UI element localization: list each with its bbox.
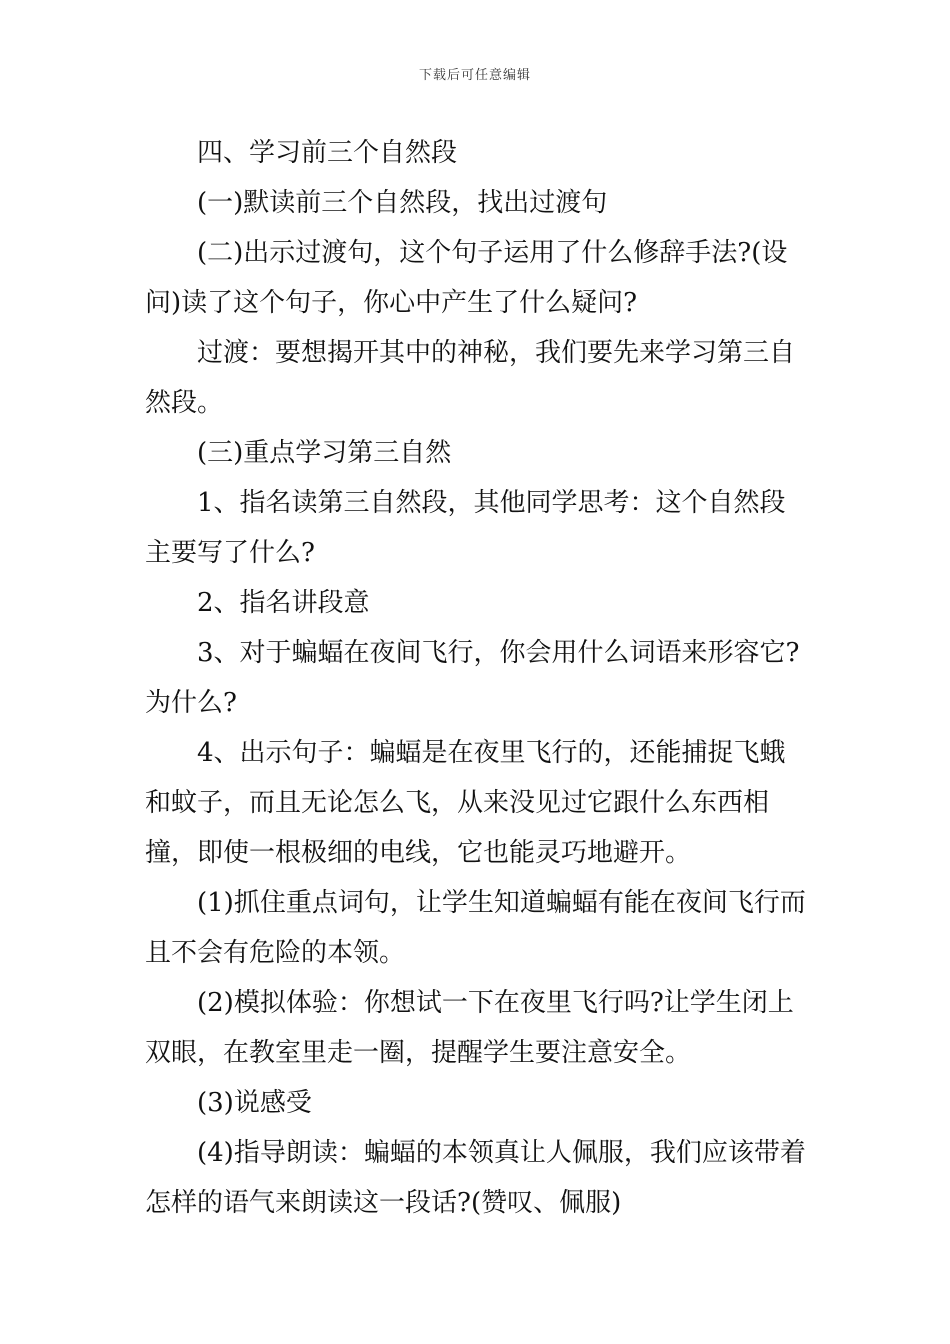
document-body <box>145 128 810 1228</box>
paragraph: (三)重点学习第三自然 <box>197 438 452 468</box>
paragraph: 4、出示句子：蝙蝠是在夜里飞行的，还能捕捉飞蛾和蚊子，而且无论怎么飞，从来没见过它跟什么东西相撞，即使一根极细的电线，它也能灵巧地避开。 <box>145 738 786 868</box>
section-heading: 四、学习前三个自然段 <box>197 138 458 168</box>
header-note: 下载后可任意编辑 <box>418 68 531 83</box>
paragraph: (二)出示过渡句，这个句子运用了什么修辞手法?(设问)读了这个句子，你心中产生了什么疑问? <box>145 238 788 318</box>
paragraph: 1、指名读第三自然段，其他同学思考：这个自然段主要写了什么? <box>145 488 786 568</box>
paragraph: (一)默读前三个自然段，找出过渡句 <box>197 188 608 218</box>
paragraph: 过渡：要想揭开其中的神秘，我们要先来学习第三自然段。 <box>145 338 796 418</box>
paragraph: (4)指导朗读：蝙蝠的本领真让人佩服，我们应该带着怎样的语气来朗读这一段话?(赞叹、佩服) <box>145 1138 806 1218</box>
paragraph: (2)模拟体验：你想试一下在夜里飞行吗?让学生闭上双眼，在教室里走一圈，提醒学生要注意安全。 <box>145 988 794 1068</box>
paragraph: 2、指名讲段意 <box>197 588 370 618</box>
paragraph: (3)说感受 <box>197 1088 312 1118</box>
paragraph: (1)抓住重点词句，让学生知道蝙蝠有能在夜间飞行而且不会有危险的本领。 <box>145 888 806 968</box>
paragraph: 3、对于蝙蝠在夜间飞行，你会用什么词语来形容它?为什么? <box>145 638 800 718</box>
